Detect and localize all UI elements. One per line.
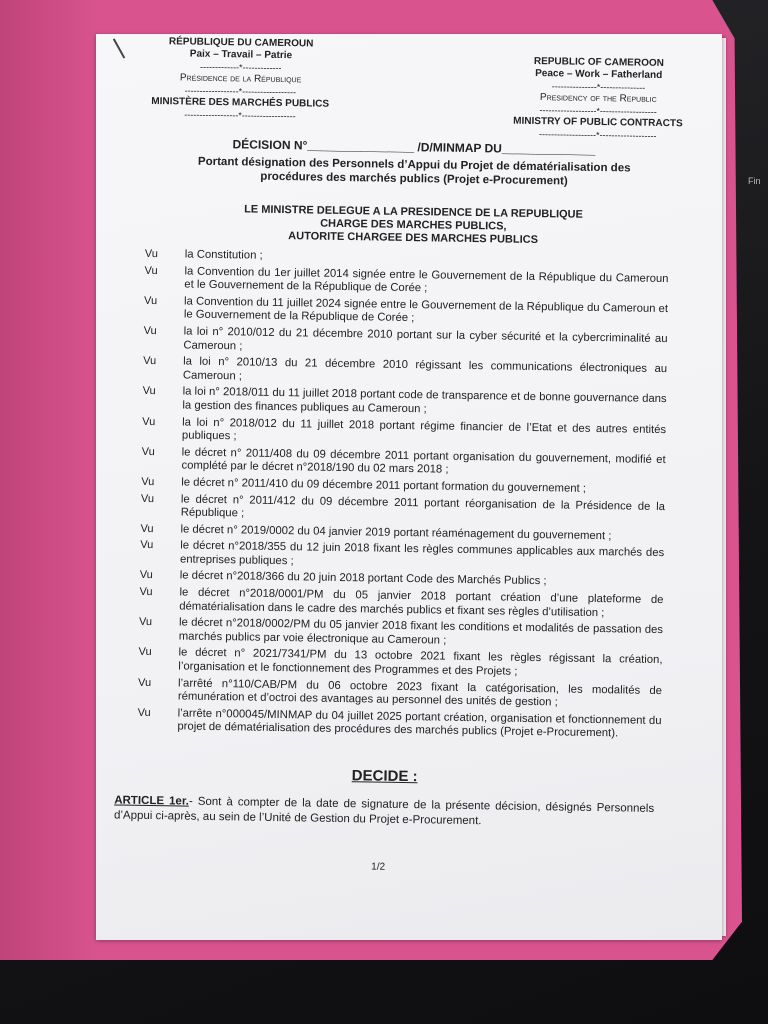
- vu-list: [137, 248, 669, 745]
- header-left-country: RÉPUBLIQUE DU CAMEROUN: [168, 36, 314, 50]
- vu-label: Vu: [144, 247, 158, 261]
- vu-text: la loi n° 2018/011 du 11 juillet 2018 portant code de transparence et de bonne gouvernance dans la gestion des finances publiques au Cameroun ;: [182, 385, 667, 416]
- decision-suffix: /D/MINMAP DU: [417, 140, 503, 156]
- minister-block: [173, 202, 654, 249]
- vu-text: le décret n° 2019/0002 du 04 janvier 2019 portant réaménagement du gouvernement ;: [180, 523, 612, 542]
- vu-item: [143, 325, 667, 360]
- decision-prefix: DÉCISION N°: [232, 137, 308, 153]
- header-left-presidency: Présidence de la République: [179, 72, 302, 86]
- vu-label: Vu: [143, 324, 157, 338]
- vu-text: le décret n° 2011/410 du 09 décembre 2011 portant formation du gouvernement ;: [181, 476, 587, 495]
- vu-label: Vu: [138, 646, 152, 659]
- header-right-country: REPUBLIC OF CAMEROON: [533, 55, 664, 70]
- vu-text: la loi n° 2018/012 du 11 juillet 2018 portant régime financier de l’Etat et des autres entités publiques ;: [181, 416, 667, 443]
- vu-label: Vu: [141, 445, 155, 458]
- folder-shadow: [0, 0, 100, 960]
- vu-item: [137, 707, 661, 742]
- vu-label: Vu: [137, 706, 151, 719]
- vu-item: [141, 492, 665, 527]
- page-number: 1/2: [371, 861, 386, 873]
- vu-label: Vu: [143, 294, 158, 307]
- header-right: [483, 55, 714, 143]
- article-1-text: - Sont à compter de la date de signature de la présente décision, désignés Personnels d’Appui ci-après, au sein de l’Unité de Gestion du Projet e-Procurement.: [113, 795, 655, 828]
- header-right-sep2: -------------------*-------------------: [539, 105, 657, 117]
- header-left-sep3: ------------------*------------------: [184, 109, 296, 122]
- vu-label: Vu: [141, 475, 155, 488]
- header-left: [125, 36, 356, 124]
- article-1: [114, 793, 654, 831]
- vu-label: Vu: [144, 264, 158, 277]
- header-right-sep3: -------------------*-------------------: [538, 129, 657, 141]
- header-right-presidency: Presidency of the Republic: [539, 92, 657, 105]
- vu-item: [143, 355, 667, 390]
- header-right-ministry: MINISTRY OF PUBLIC CONTRACTS: [513, 115, 683, 130]
- vu-item: [144, 264, 668, 299]
- vu-label: Vu: [142, 415, 156, 428]
- vu-item: [142, 415, 666, 450]
- vu-label: Vu: [142, 385, 156, 398]
- vu-label: Vu: [139, 585, 153, 599]
- vu-text: la loi n° 2010/012 du 21 décembre 2010 portant sur la cyber sécurité et la cybercriminalité au Cameroun ;: [183, 325, 668, 352]
- vu-text: le décret n°2018/355 du 12 juin 2018 fixant les règles communes applicables aux marchés des entreprises publiques ;: [179, 539, 665, 568]
- vu-text: la Convention du 1er juillet 2014 signée entre le Gouvernement de la République du Cameroun et le Gouvernement de la République de Corée ;: [184, 265, 669, 295]
- article-1-title: ARTICLE 1er.: [114, 794, 189, 808]
- pen-mark: [113, 38, 125, 58]
- header-left-sep1: -------------*-------------: [199, 61, 282, 73]
- vu-text: la Constitution ;: [184, 248, 263, 262]
- vu-text: le décret n°2018/0002/PM du 05 janvier 2018 fixant les conditions et modalités de passation des marchés publics par voie électronique au Cameroun ;: [178, 616, 664, 647]
- vu-label: Vu: [143, 355, 157, 368]
- vu-text: l’arrête n°000045/MINMAP du 04 juillet 2025 portant création, organisation et fonctionnement du projet de dématérialisation des procédures des marchés publics (Projet e-Procurement).: [177, 707, 662, 740]
- minister-line3: AUTORITE CHARGEE DES MARCHES PUBLICS: [288, 230, 539, 247]
- minister-line2: CHARGE DES MARCHES PUBLICS,: [320, 217, 507, 233]
- vu-label: Vu: [139, 569, 153, 582]
- decision-subject-line2: procédures des marchés publics (Projet e-Procurement): [260, 170, 568, 188]
- minister-line1: LE MINISTRE DELEGUE A LA PRESIDENCE DE LA REPUBLIQUE: [244, 203, 583, 221]
- vu-item: [138, 676, 662, 711]
- vu-text: le décret n° 2011/412 du 09 décembre 2011 portant réorganisation de la Présidence de la République ;: [180, 492, 666, 520]
- vu-label: Vu: [138, 676, 152, 689]
- header-right-sep1: ---------------*---------------: [551, 81, 646, 93]
- header-left-motto: Paix – Travail – Patrie: [189, 48, 293, 62]
- header-left-ministry: MINISTÈRE DES MARCHÉS PUBLICS: [151, 95, 330, 110]
- decision-blank-date: ______________: [501, 141, 596, 157]
- vu-text: la loi n° 2010/13 du 21 décembre 2010 régissant les communications électroniques au Cameroun ;: [182, 355, 668, 383]
- decision-subject-line1: Portant désignation des Personnels d’Appui du Projet de dématérialisation des: [197, 155, 631, 175]
- vu-text: l’arrêté n°110/CAB/PM du 06 octobre 2023 fixant la catégorisation, les modalités de rémunération et d’octroi des avantages au personnel des unités de gestion ;: [177, 677, 663, 709]
- vu-label: Vu: [140, 492, 155, 505]
- vu-text: la Convention du 11 juillet 2024 signée entre le Gouvernement de la République du Cameroun et le Gouvernement de la République de Corée ;: [183, 295, 669, 325]
- decision-subject: [134, 154, 694, 191]
- vu-label: Vu: [140, 539, 154, 552]
- vu-text: le décret n°2018/366 du 20 juin 2018 portant Code des Marchés Publics ;: [179, 569, 547, 588]
- background-text: Fin: [748, 176, 761, 186]
- vu-item: [142, 385, 666, 420]
- vu-item: [138, 646, 662, 681]
- vu-label: Vu: [140, 522, 154, 535]
- vu-item: [139, 616, 663, 651]
- vu-text: le décret n°2018/0001/PM du 05 janvier 2018 portant création d’une plateforme de dématérialisation dans le cadre des marchés publics et fixant ses règles d’utilisation ;: [179, 586, 664, 619]
- decide-heading: DECIDE :: [351, 767, 418, 786]
- header-right-motto: Peace – Work – Fatherland: [535, 67, 663, 81]
- vu-item: [141, 446, 665, 481]
- vu-label: Vu: [138, 616, 153, 629]
- document-page: [96, 34, 722, 940]
- decision-blank-number: ________________: [307, 138, 415, 155]
- header-left-sep2: ------------------*------------------: [184, 85, 297, 98]
- vu-item: [144, 295, 668, 330]
- vu-item: [140, 539, 664, 574]
- vu-text: le décret n° 2011/408 du 09 décembre 2011 portant organisation du gouvernement, modifié et complété par le décret n°2018/190 du 02 mars 2018 ;: [181, 446, 666, 476]
- vu-item: [139, 586, 663, 621]
- vu-text: le décret n° 2021/7341/PM du 13 octobre 2021 fixant les règles régissant la création, l’organisation et le fonctionnement des Programmes et des Projets ;: [178, 646, 663, 678]
